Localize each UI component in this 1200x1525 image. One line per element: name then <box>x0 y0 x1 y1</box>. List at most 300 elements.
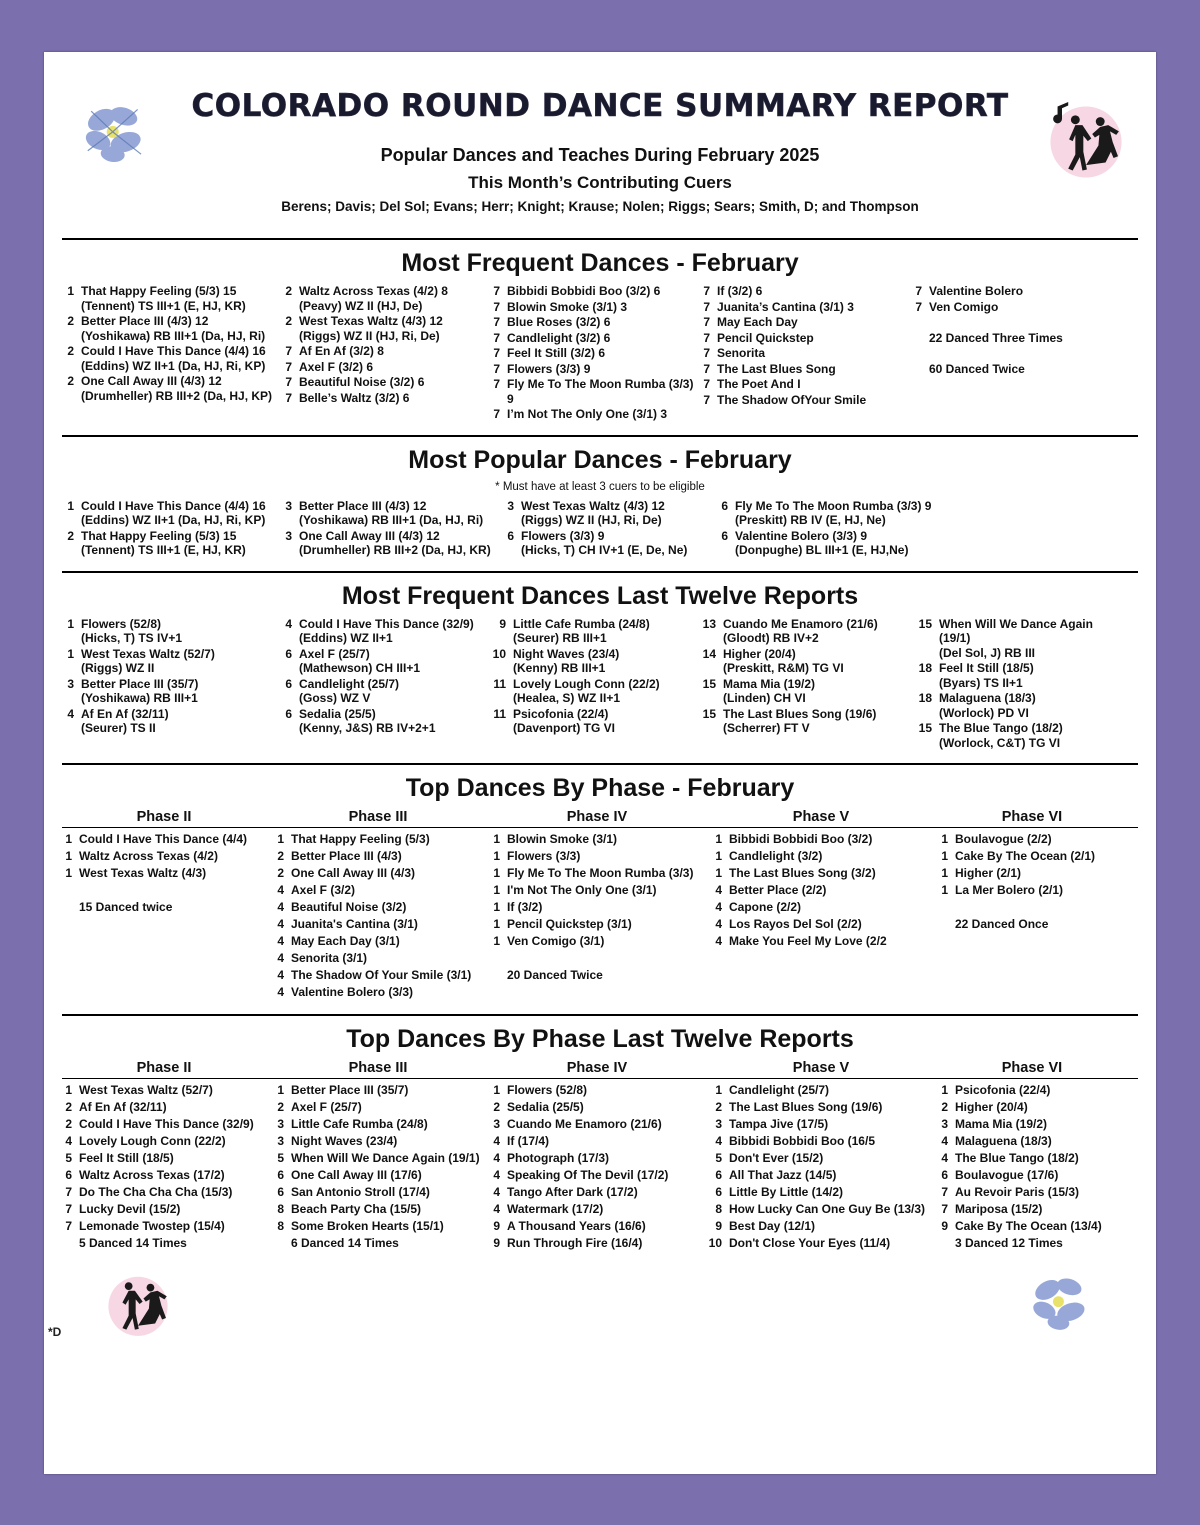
list-item <box>934 1236 1130 1251</box>
item-line1: Axel F (25/7) <box>299 646 370 661</box>
item-text <box>939 661 1034 690</box>
item-rank <box>486 951 507 965</box>
item-rank: 2 <box>67 344 74 358</box>
item-rank: 1 <box>941 883 948 897</box>
item-text: Capone (2/2) <box>729 900 802 914</box>
item-line1: Fly Me To The Moon Rumba (3/3) 9 <box>735 498 932 513</box>
list-item <box>276 375 484 390</box>
item-line2: (Yoshikawa) RB III+1 <box>81 691 198 705</box>
item-text: Los Rayos Del Sol (2/2) <box>729 917 862 931</box>
list-item <box>906 315 1106 330</box>
item-line2: (Linden) CH VI <box>723 691 806 705</box>
list-item <box>694 617 910 646</box>
item-rank: 6 <box>285 646 292 661</box>
item-rank: 1 <box>493 1083 500 1097</box>
item-rank: 6 <box>65 1168 72 1182</box>
item-text: When Will We Dance Again (19/1) <box>291 1151 480 1165</box>
item-text <box>81 374 272 403</box>
list-item <box>484 300 694 315</box>
item-text: If (17/4) <box>507 1134 550 1148</box>
list-item <box>934 1100 1130 1115</box>
item-rank <box>486 968 507 983</box>
item-text: Juanita's Cantina (3/1) <box>291 917 418 931</box>
item-rank: 6 <box>285 676 292 691</box>
item-rank: 4 <box>715 934 722 948</box>
item-line1: Fly Me To The Moon Rumba (3/3) 9 <box>507 377 694 406</box>
item-rank: 1 <box>493 866 500 880</box>
item-text <box>717 377 801 392</box>
item-text: Watermark (17/2) <box>507 1202 604 1216</box>
item-line2: (Del Sol, J) RB III <box>939 645 1036 660</box>
section-column <box>58 284 276 423</box>
item-text <box>735 499 931 528</box>
item-text: Make You Feel My Love (2/2 <box>729 934 887 948</box>
item-rank: 3 <box>507 498 514 513</box>
list-item <box>484 647 694 676</box>
item-text: Sedalia (25/5) <box>507 1100 584 1114</box>
list-item <box>276 617 484 646</box>
list-item <box>906 284 1106 299</box>
list-item <box>694 346 906 361</box>
section-note: * Must have at least 3 cuers to be eligible <box>495 480 705 493</box>
list-item <box>906 362 1106 377</box>
item-line1: The Last Blues Song (19/6) <box>723 706 877 721</box>
item-rank: 1 <box>941 866 948 880</box>
list-item <box>270 1168 486 1183</box>
item-text: 15 Danced twice <box>79 899 173 914</box>
list-item <box>708 934 934 949</box>
item-text: 6 Danced 14 Times <box>291 1236 399 1250</box>
list-item <box>58 1236 270 1251</box>
item-text: Boulavogue (2/2) <box>955 832 1052 846</box>
item-line2: (Preskitt) RB IV (E, HJ, Ne) <box>735 513 886 527</box>
item-text: Better Place III (4/3) <box>291 849 402 863</box>
item-text <box>299 647 420 676</box>
section-column <box>906 284 1106 423</box>
section-spacer <box>58 1253 1142 1265</box>
item-rank: 3 <box>285 498 292 513</box>
item-rank: 1 <box>493 849 500 863</box>
item-rank: 15 <box>918 721 932 735</box>
list-item <box>276 360 484 375</box>
list-item <box>276 391 484 406</box>
list-item <box>270 1202 486 1217</box>
item-line1: Af En Af (32/11) <box>81 706 169 721</box>
item-text: The Shadow Of Your Smile (3/1) <box>291 968 472 982</box>
item-text: Don't Ever (15/2) <box>729 1151 824 1165</box>
item-rank: 1 <box>715 1083 722 1097</box>
item-line1: Juanita’s Cantina (3/1) 3 <box>717 299 854 314</box>
item-rank: 2 <box>493 1100 500 1114</box>
item-rank: 6 <box>721 498 728 513</box>
phase-column <box>708 832 934 1002</box>
item-rank: 7 <box>915 284 922 298</box>
item-text <box>299 375 424 390</box>
item-text: Lucky Devil (15/2) <box>79 1202 181 1216</box>
item-text <box>299 284 448 313</box>
item-line1: The Poet And I <box>717 377 801 391</box>
item-rank: 2 <box>285 284 292 298</box>
item-rank: 1 <box>65 832 72 846</box>
item-text: One Call Away III (17/6) <box>291 1168 422 1182</box>
item-line1: West Texas Waltz (4/3) 12 <box>521 498 665 513</box>
section-column <box>694 617 910 752</box>
item-text <box>81 284 246 313</box>
item-text <box>81 314 265 343</box>
item-rank: 15 <box>702 706 716 721</box>
item-line2: (Riggs) WZ II <box>81 661 155 675</box>
list-item <box>58 1219 270 1234</box>
list-item <box>270 1219 486 1234</box>
item-rank: 1 <box>941 1083 948 1097</box>
list-item <box>486 1100 708 1115</box>
phase-column <box>934 832 1130 1002</box>
item-rank: 9 <box>499 616 506 631</box>
list-item <box>58 529 276 558</box>
item-text <box>929 362 1025 377</box>
item-text <box>81 617 182 646</box>
phase-column <box>486 832 708 1002</box>
item-rank: 7 <box>493 284 500 298</box>
item-text: 3 Danced 12 Times <box>955 1236 1063 1250</box>
list-item <box>270 1134 486 1149</box>
item-line1: Feel It Still (18/5) <box>939 661 1034 675</box>
section-column <box>484 284 694 423</box>
item-rank: 2 <box>277 849 284 863</box>
item-line1: Beautiful Noise (3/2) 6 <box>299 375 425 389</box>
list-item <box>694 284 906 299</box>
item-text: Waltz Across Texas (4/2) <box>79 849 218 863</box>
list-item <box>910 617 1110 661</box>
item-text: I'm Not The Only One (3/1) <box>507 883 657 897</box>
list-item <box>486 832 708 847</box>
item-text: The Last Blues Song (3/2) <box>729 866 876 880</box>
item-rank: 13 <box>702 616 716 631</box>
item-text: Waltz Across Texas (17/2) <box>79 1168 225 1182</box>
list-item <box>486 1202 708 1217</box>
item-text: Higher (2/1) <box>955 866 1022 880</box>
item-rank: 7 <box>493 330 500 345</box>
item-text: Best Day (12/1) <box>729 1219 816 1233</box>
list-item <box>934 1083 1130 1098</box>
item-rank: 3 <box>277 1134 284 1148</box>
list-item <box>694 331 906 346</box>
section-column <box>276 617 484 752</box>
item-text <box>717 284 762 299</box>
item-rank: 4 <box>277 951 284 965</box>
item-line1: Blowin Smoke (3/1) 3 <box>507 299 628 314</box>
item-line1: Malaguena (18/3) <box>939 691 1036 705</box>
list-item <box>276 284 484 313</box>
section-spacer <box>58 751 1142 763</box>
item-text <box>299 617 474 646</box>
item-line1: Better Place III (35/7) <box>81 676 199 691</box>
list-item <box>486 1185 708 1200</box>
list-item <box>934 917 1130 932</box>
item-text: Cake By The Ocean (13/4) <box>955 1219 1102 1233</box>
phase-column <box>270 832 486 1002</box>
list-item <box>484 346 694 361</box>
list-item <box>484 707 694 736</box>
list-item <box>694 393 906 408</box>
item-line1: 60 Danced Twice <box>929 361 1025 376</box>
section-divider <box>62 763 1138 765</box>
item-text: Valentine Bolero (3/3) <box>291 985 414 999</box>
item-line1: Bibbidi Bobbidi Boo (3/2) 6 <box>507 284 661 298</box>
list-item <box>486 1083 708 1098</box>
item-rank <box>906 362 929 377</box>
item-text: Axel F (3/2) <box>291 883 356 897</box>
list-item <box>58 1083 270 1098</box>
phase-column <box>270 1083 486 1253</box>
list-item <box>484 677 694 706</box>
list-item <box>270 883 486 898</box>
item-text: Do The Cha Cha Cha (15/3) <box>79 1185 233 1199</box>
item-text: Little Cafe Rumba (24/8) <box>291 1117 428 1131</box>
item-rank: 1 <box>67 616 74 631</box>
list-item <box>712 529 952 558</box>
phase-section <box>58 763 1142 1014</box>
item-rank: 15 <box>702 676 716 691</box>
phase-columns <box>58 1083 1142 1253</box>
item-text <box>939 721 1063 750</box>
section-divider <box>62 571 1138 573</box>
item-rank: 4 <box>277 917 284 931</box>
item-line1: 22 Danced Three Times <box>929 330 1063 345</box>
page-subtitle: Popular Dances and Teaches During February 2025 <box>380 144 820 165</box>
item-text: Senorita (3/1) <box>291 951 368 965</box>
item-text: Some Broken Hearts (15/1) <box>291 1219 444 1233</box>
item-text <box>299 391 409 406</box>
item-rank: 7 <box>493 361 500 376</box>
section-column <box>484 617 694 752</box>
list-item <box>276 529 498 558</box>
phase-section <box>58 1014 1142 1265</box>
item-text: West Texas Waltz (4/3) <box>79 866 207 880</box>
list-item <box>910 661 1110 690</box>
item-rank: 9 <box>715 1219 722 1233</box>
list-item <box>708 1236 934 1251</box>
item-rank: 7 <box>285 359 292 374</box>
item-rank: 4 <box>493 1168 500 1182</box>
list-item <box>270 968 486 983</box>
phase-column-header: Phase VI <box>1001 809 1063 825</box>
list-item <box>58 1134 270 1149</box>
list-item <box>58 499 276 528</box>
list-item <box>58 707 276 736</box>
item-line2: (Kenny, J&S) RB IV+2+1 <box>299 721 436 735</box>
section-column <box>58 499 276 559</box>
item-rank: 8 <box>277 1219 284 1233</box>
item-text: Candlelight (25/7) <box>729 1083 830 1097</box>
item-line1: When Will We Dance Again (19/1) <box>939 616 1093 645</box>
item-text: The Last Blues Song (19/6) <box>729 1100 883 1114</box>
item-line1: West Texas Waltz (4/3) 12 <box>299 314 443 328</box>
list-item <box>270 832 486 847</box>
item-line1: May Each Day <box>717 315 798 329</box>
item-line2: (Byars) TS II+1 <box>939 675 1023 690</box>
list-item <box>708 849 934 864</box>
list-item <box>276 314 484 343</box>
list-item <box>270 900 486 915</box>
item-rank: 1 <box>493 883 500 897</box>
report-section <box>58 435 1142 571</box>
item-text: Lovely Lough Conn (22/2) <box>79 1134 226 1148</box>
item-text <box>299 707 436 736</box>
item-text: Better Place (2/2) <box>729 883 827 897</box>
item-line1: Lovely Lough Conn (22/2) <box>513 676 660 691</box>
list-item <box>270 1083 486 1098</box>
item-text <box>81 647 215 676</box>
list-item <box>276 344 484 359</box>
item-rank: 10 <box>492 646 506 661</box>
item-line1: Night Waves (23/4) <box>513 646 620 661</box>
section-title: Top Dances By Phase Last Twelve Reports <box>346 1025 854 1053</box>
phase-header-divider <box>62 1078 1138 1079</box>
phase-column-header: Phase II <box>136 809 192 825</box>
item-line1: Feel It Still (3/2) 6 <box>507 346 606 360</box>
phase-column-header: Phase IV <box>566 1060 628 1076</box>
list-item <box>708 1151 934 1166</box>
item-line1: One Call Away III (4/3) 12 <box>299 528 440 543</box>
item-rank: 4 <box>941 1134 948 1148</box>
list-item <box>694 377 906 392</box>
list-item <box>486 951 708 965</box>
item-rank: 4 <box>941 1151 948 1165</box>
item-line1: If (3/2) 6 <box>717 284 763 298</box>
list-item <box>486 1236 708 1251</box>
item-text <box>81 529 246 558</box>
item-text <box>507 331 610 346</box>
item-text: Axel F (25/7) <box>291 1100 362 1114</box>
item-text: Flowers (52/8) <box>507 1083 588 1097</box>
list-item <box>58 284 276 313</box>
item-rank: 4 <box>277 900 284 914</box>
item-rank: 7 <box>703 346 710 360</box>
item-rank: 4 <box>715 883 722 897</box>
phase-column-header: Phase III <box>348 1060 408 1076</box>
item-text: The Blue Tango (18/2) <box>955 1151 1079 1165</box>
item-line2: (Riggs) WZ II (HJ, Ri, De) <box>299 328 440 343</box>
list-item <box>58 314 276 343</box>
section-spacer <box>58 559 1142 571</box>
item-text <box>507 315 610 330</box>
phase-column <box>486 1083 708 1253</box>
item-text: Photograph (17/3) <box>507 1151 610 1165</box>
phase-column <box>708 1083 934 1253</box>
list-item <box>484 331 694 346</box>
item-rank: 2 <box>715 1100 722 1114</box>
section-title: Top Dances By Phase - February <box>405 774 795 802</box>
item-text: Don't Close Your Eyes (11/4) <box>729 1236 891 1250</box>
list-item <box>934 832 1130 847</box>
item-line1: Mama Mia (19/2) <box>723 676 816 691</box>
item-text: Lemonade Twostep (15/4) <box>79 1219 225 1233</box>
item-text: Tango After Dark (17/2) <box>507 1185 638 1199</box>
item-text: 20 Danced Twice <box>507 967 603 982</box>
item-rank: 7 <box>703 284 710 298</box>
item-rank <box>934 900 955 914</box>
item-text <box>299 314 443 343</box>
item-line1: Belle’s Waltz (3/2) 6 <box>299 390 410 405</box>
item-text <box>81 499 266 528</box>
item-text: Psicofonia (22/4) <box>955 1083 1051 1097</box>
item-rank: 7 <box>703 315 710 329</box>
item-line2: (Seurer) RB III+1 <box>513 631 607 645</box>
list-item <box>906 300 1106 315</box>
item-rank: 7 <box>915 299 922 314</box>
item-rank: 8 <box>277 1202 284 1216</box>
item-line1: The Blue Tango (18/2) <box>939 721 1063 735</box>
contributing-cuers-heading: This Month’s Contributing Cuers <box>468 172 732 192</box>
list-item <box>58 866 270 881</box>
section-divider <box>62 238 1138 240</box>
item-line1: Sedalia (25/5) <box>299 706 376 721</box>
item-rank <box>270 1236 291 1251</box>
list-item <box>58 1100 270 1115</box>
item-rank: 7 <box>703 392 710 407</box>
section-title: Most Frequent Dances - February <box>401 249 799 277</box>
item-text <box>299 344 384 359</box>
item-text: Cuando Me Enamoro (21/6) <box>507 1117 662 1131</box>
list-item <box>486 934 708 949</box>
item-rank: 2 <box>65 1100 72 1114</box>
list-sections <box>58 238 1142 763</box>
item-text <box>929 284 1023 299</box>
item-line1: The Shadow OfYour Smile <box>717 392 867 407</box>
item-text <box>723 617 878 646</box>
item-rank: 4 <box>493 1134 500 1148</box>
item-text <box>521 499 665 528</box>
item-text <box>735 529 908 558</box>
item-text <box>521 529 687 558</box>
list-item <box>708 1168 934 1183</box>
item-line2: (Riggs) WZ II (HJ, Ri, De) <box>521 513 662 527</box>
item-rank: 6 <box>721 528 728 543</box>
list-item <box>58 1168 270 1183</box>
item-rank: 1 <box>493 917 500 931</box>
item-text <box>939 691 1036 720</box>
item-rank: 4 <box>277 968 284 982</box>
list-item <box>270 917 486 932</box>
list-item <box>486 968 708 983</box>
item-text: Speaking Of The Devil (17/2) <box>507 1168 669 1182</box>
phase-column-header: Phase VI <box>1001 1060 1063 1076</box>
item-line2: (Seurer) TS II <box>81 721 156 735</box>
list-item <box>486 917 708 932</box>
list-item <box>498 499 712 528</box>
item-line1: Candlelight (25/7) <box>299 676 400 691</box>
item-rank: 1 <box>715 849 722 863</box>
item-rank: 7 <box>285 344 292 358</box>
item-text: Tampa Jive (17/5) <box>729 1117 829 1131</box>
item-rank: 9 <box>941 1219 948 1233</box>
list-item <box>934 1168 1130 1183</box>
list-item <box>270 951 486 966</box>
item-rank: 1 <box>67 646 74 661</box>
list-item <box>58 1117 270 1132</box>
list-item <box>708 832 934 847</box>
item-rank: 7 <box>65 1202 72 1216</box>
section-column <box>712 499 952 559</box>
list-item <box>694 677 910 706</box>
item-text <box>299 529 491 558</box>
list-item <box>934 1151 1130 1166</box>
footer-mark: *D <box>48 1325 62 1339</box>
item-rank: 3 <box>715 1117 722 1131</box>
item-line2: (Drumheller) RB III+2 (Da, HJ, KP) <box>81 388 273 403</box>
item-rank: 5 <box>715 1151 722 1165</box>
